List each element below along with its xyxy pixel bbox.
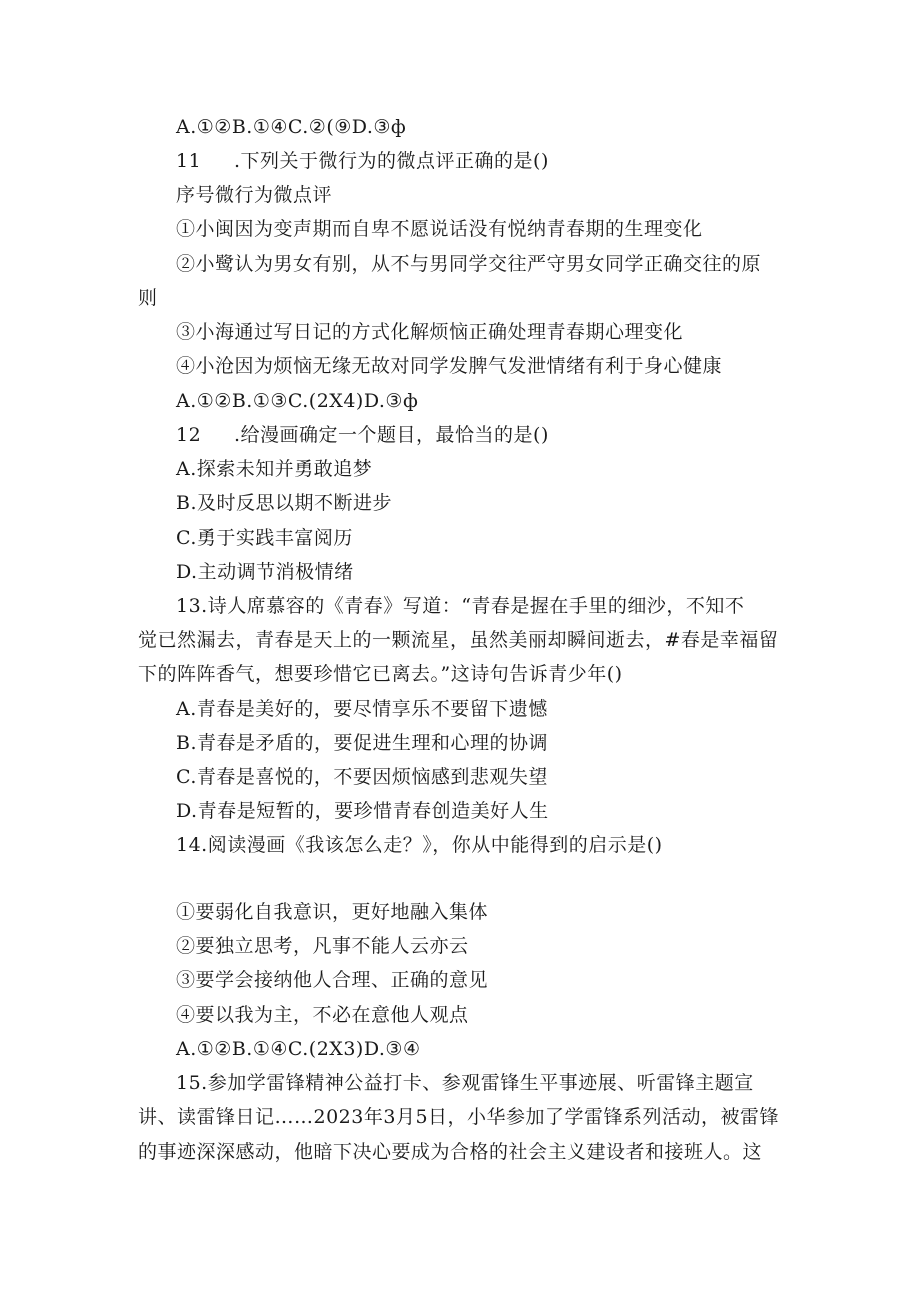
q10-options: A.①②B.①④C.②(⑨D.③ф <box>176 116 407 138</box>
q11-row-3: ③小海通过写日记的方式化解烦恼正确处理青春期心理变化 <box>176 321 684 343</box>
q12-number: 12 <box>176 424 202 446</box>
q11-number: 11 <box>176 150 202 172</box>
q13-line-3: 下的阵阵香气，想要珍惜它已离去。”这诗句告诉青少年() <box>138 663 623 685</box>
q12-stem: .给漫画确定一个题目，最恰当的是() <box>234 424 549 446</box>
q11-stem-line <box>176 148 549 174</box>
q14-item-4: ④要以我为主，不必在意他人观点 <box>176 1004 469 1026</box>
q13-line-1: 13.诗人席慕容的《青春》写道：“青春是握在手里的细沙，不知不 <box>176 595 745 617</box>
q15-line-1: 15.参加学雷锋精神公益打卡、参观雷锋生平事迹展、听雷锋主题宣 <box>176 1072 754 1094</box>
q11-options: A.①②B.①③C.(2X4)D.③ф <box>176 390 419 412</box>
q12-option-c: C.勇于实践丰富阅历 <box>176 527 353 549</box>
q11-row-2: ②小鹭认为男女有别，从不与男同学交往严守男女同学正确交往的原 <box>176 253 762 275</box>
q14-item-1: ①要弱化自我意识，更好地融入集体 <box>176 901 489 923</box>
q11-row-4: ④小沧因为烦恼无缘无故对同学发脾气发泄情绪有利于身心健康 <box>176 355 723 377</box>
q13-option-d: D.青春是短暂的，要珍惜青春创造美好人生 <box>176 800 549 822</box>
q13-line-2: 觉已然漏去，青春是天上的一颗流星，虽然美丽却瞬间逝去，#春是幸福留 <box>138 629 779 651</box>
q12-option-a: A.探索未知并勇敢追梦 <box>176 458 373 480</box>
q14-options: A.①②B.①④C.(2X3)D.③④ <box>176 1038 421 1060</box>
q12-stem-line <box>176 422 549 448</box>
q14-item-3: ③要学会接纳他人合理、正确的意见 <box>176 969 489 991</box>
q14-stem: 14.阅读漫画《我该怎么走？》，你从中能得到的启示是() <box>176 834 663 856</box>
q12-option-d: D.主动调节消极情绪 <box>176 561 354 583</box>
q11-table-header: 序号微行为微点评 <box>176 184 333 206</box>
q15-line-2: 讲、读雷锋日记……2023年3月5日，小华参加了学雷锋系列活动，被雷锋 <box>138 1106 780 1128</box>
q12-option-b: B.及时反思以期不断进步 <box>176 492 393 514</box>
q13-option-c: C.青春是喜悦的，不要因烦恼感到悲观失望 <box>176 766 548 788</box>
q11-row-1: ①小闽因为变声期而自卑不愿说话没有悦纳青春期的生理变化 <box>176 218 703 240</box>
q11-stem: .下列关于微行为的微点评正确的是() <box>234 150 549 172</box>
q13-option-a: A.青春是美好的，要尽情享乐不要留下遗憾 <box>176 698 548 720</box>
q15-line-3: 的事迹深深感动，他暗下决心要成为合格的社会主义建设者和接班人。这 <box>138 1141 763 1163</box>
q14-item-2: ②要独立思考，凡事不能人云亦云 <box>176 935 469 957</box>
q13-option-b: B.青春是矛盾的，要促进生理和心理的协调 <box>176 732 549 754</box>
q11-row-2-cont: 则 <box>138 287 158 309</box>
